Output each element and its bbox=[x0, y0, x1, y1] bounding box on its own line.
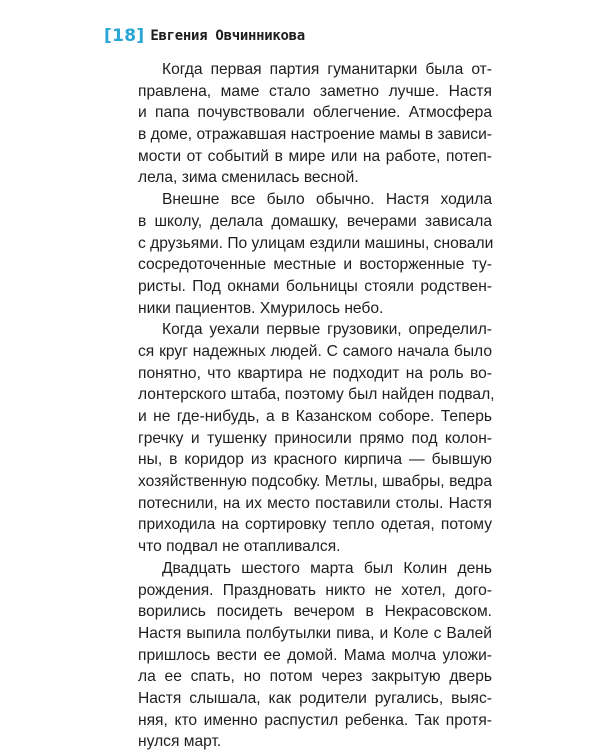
paragraph bbox=[138, 189, 492, 319]
text-line: с друзьями. По улицам ездили машины, сновали bbox=[138, 234, 494, 252]
text-line: Внешне все было обычно. Настя ходила bbox=[162, 191, 492, 209]
paragraph bbox=[138, 558, 492, 753]
text-line: Настя слышала, как родители ругались, выяс- bbox=[138, 689, 492, 707]
text-line: ла ее спать, но потом через закрытую дверь bbox=[138, 668, 492, 686]
text-line: лела, зима сменилась весной. bbox=[138, 169, 359, 187]
text-line: ристы. Под окнами больницы стояли родствен- bbox=[138, 277, 492, 295]
body-text bbox=[138, 59, 495, 753]
paragraph bbox=[138, 319, 495, 558]
text-line: лонтерского штаба, поэтому был найден подвал, bbox=[138, 386, 495, 404]
text-line: гречку и тушенку приносили прямо под колон- bbox=[138, 429, 492, 447]
text-line: ворились посидеть вечером в Некрасовском. bbox=[138, 603, 492, 621]
running-head bbox=[104, 24, 305, 48]
text-line: хозяйственную подсобку. Метлы, швабры, ведра bbox=[138, 473, 492, 491]
text-line: нулся март. bbox=[138, 733, 222, 751]
text-line: пришлось вести ее домой. Мама молча уложи- bbox=[138, 646, 492, 664]
text-line: в школу, делала домашку, вечерами зависала bbox=[138, 212, 492, 230]
author-name: Евгения Овчинникова bbox=[150, 28, 305, 44]
text-line: приходила на сортировку тепло одетая, потому bbox=[138, 516, 492, 534]
text-line: мости от событий в мире или на работе, потеп- bbox=[138, 147, 492, 165]
text-line: и не где-нибудь, а в Казанском соборе. Теперь bbox=[138, 408, 492, 425]
text-line: Настя выпила полбутылки пива, и Коле с Валей bbox=[138, 624, 492, 642]
text-line: и папа почувствовали облегчение. Атмосфера bbox=[138, 104, 492, 122]
page-number: [18] bbox=[104, 26, 145, 46]
text-line: что подвал не отапливался. bbox=[138, 538, 341, 556]
text-line: Двадцать шестого марта был Колин день bbox=[162, 559, 492, 577]
paragraph bbox=[138, 59, 492, 189]
text-line: Когда уехали первые грузовики, определил- bbox=[162, 321, 492, 339]
text-line: правлена, маме стало заметно лучше. Настя bbox=[138, 82, 492, 100]
text-line: няя, кто именно распустил ребенка. Так протя- bbox=[138, 711, 492, 729]
text-line: ны, в коридор из красного кирпича — бывшую bbox=[138, 451, 492, 469]
text-line: в доме, отражавшая настроение мамы в зависи- bbox=[138, 126, 492, 144]
text-line: сосредоточенные местные и восторженные ту- bbox=[138, 256, 492, 274]
text-line: понятно, что квартира не подходит на роль во- bbox=[138, 364, 492, 382]
text-line: потеснили, на их место поставили столы. Настя bbox=[138, 494, 492, 512]
text-line: рождения. Праздновать никто не хотел, дого- bbox=[138, 581, 492, 599]
text-line: Когда первая партия гуманитарки была от- bbox=[162, 61, 492, 78]
text-line: ся круг надежных людей. С самого начала было bbox=[138, 342, 492, 360]
text-line: ники пациентов. Хмурилось небо. bbox=[138, 299, 384, 317]
